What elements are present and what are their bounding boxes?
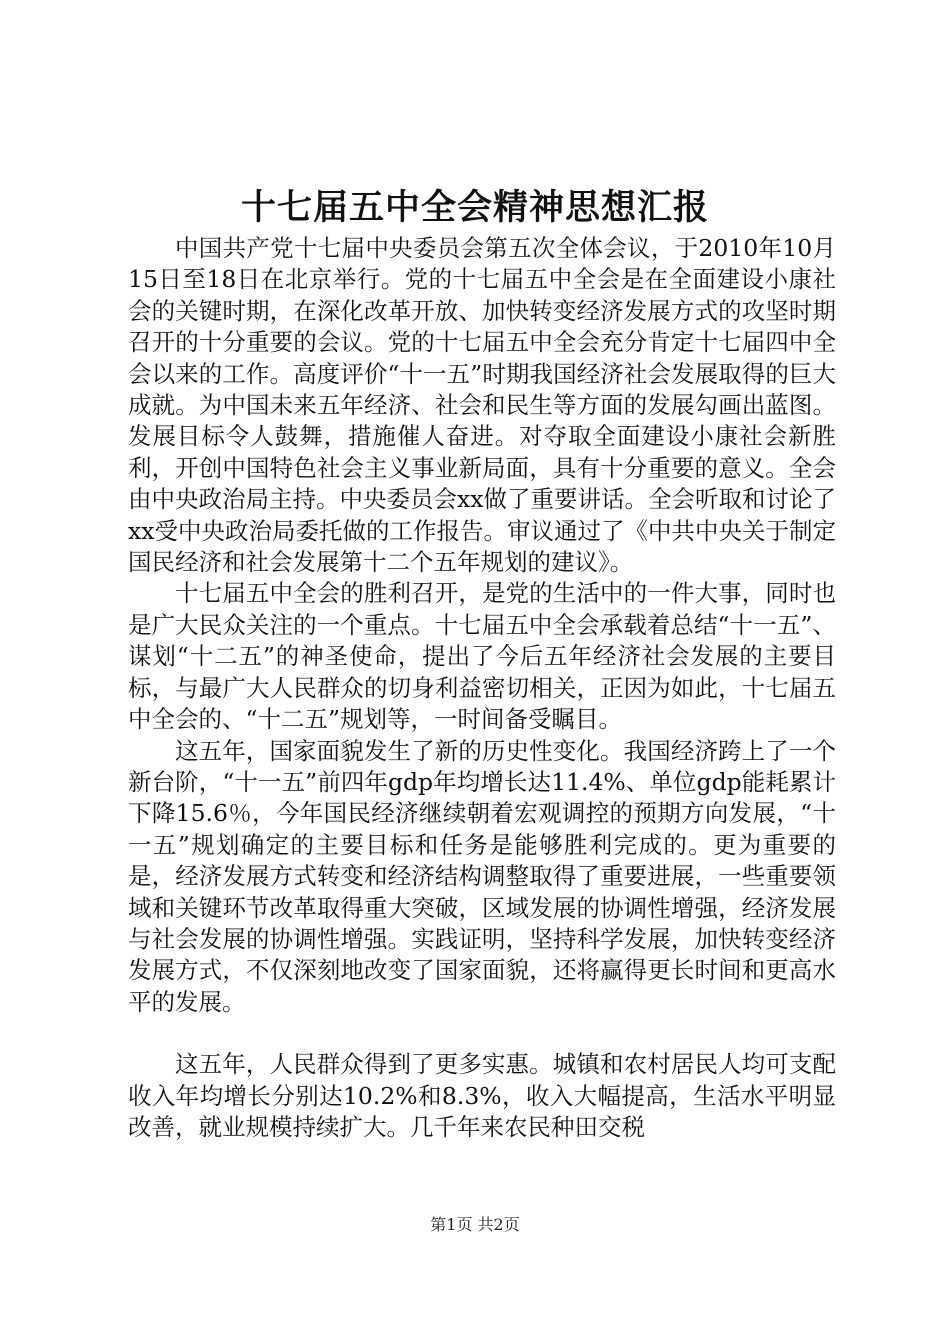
paragraph: 十七届五中全会的胜利召开，是党的生活中的一件大事，同时也是广大民众关注的一个重点。十七届五中全会承载着总结“十一五”、谋划“十二五”的神圣使命，提出了今后五年经济社会发展的主要目标，与最广大人民群众的切身利益密切相关，正因为如此，十七届五中全会的、“十二五”规划等，一时间备受瞩目。 [128,579,836,734]
page-number-footer: 第1页 共2页 [430,1215,520,1234]
document-body [128,233,836,1143]
document-title: 十七届五中全会精神思想汇报 [240,187,709,228]
paragraph: 中国共产党十七届中央委员会第五次全体会议，于2010年10月15日至18日在北京举行。党的十七届五中全会是在全面建设小康社会的关键时期，在深化改革开放、加快转变经济发展方式的攻坚时期召开的十分重要的会议。党的十七届五中全会充分肯定十七届四中全会以来的工作。高度评价“十一五”时期我国经济社会发展取得的巨大成就。为中国未来五年经济、社会和民生等方面的发展勾画出蓝图。发展目标令人鼓舞，措施催人奋进。对夺取全面建设小康社会新胜利，开创中国特色社会主义事业新局面，具有十分重要的意义。全会由中央政治局主持。中央委员会xx做了重要讲话。全会听取和讨论了xx受中央政治局委托做的工作报告。审议通过了《中共中央关于制定国民经济和社会发展第十二个五年规划的建议》。 [128,234,837,577]
paragraph: 这五年，人民群众得到了更多实惠。城镇和农村居民人均可支配收入年均增长分别达10.2%和8.3%，收入大幅提高，生活水平明显改善，就业规模持续扩大。几千年来农民种田交税 [128,1050,836,1141]
paragraph: 这五年，国家面貌发生了新的历史性变化。我国经济跨上了一个新台阶，“十一五”前四年gdp年均增长达11.4%、单位gdp能耗累计下降15.6％，今年国民经济继续朝着宏观调控的预期方向发展，“十一五”规划确定的主要目标和任务是能够胜利完成的。更为重要的是，经济发展方式转变和经济结构调整取得了重要进展，一些重要领域和关键环节改革取得重大突破，区域发展的协调性增强，经济发展与社会发展的协调性增强。实践证明，坚持科学发展，加快转变经济发展方式，不仅深刻地改变了国家面貌，还将赢得更长时间和更高水平的发展。 [128,736,836,1016]
